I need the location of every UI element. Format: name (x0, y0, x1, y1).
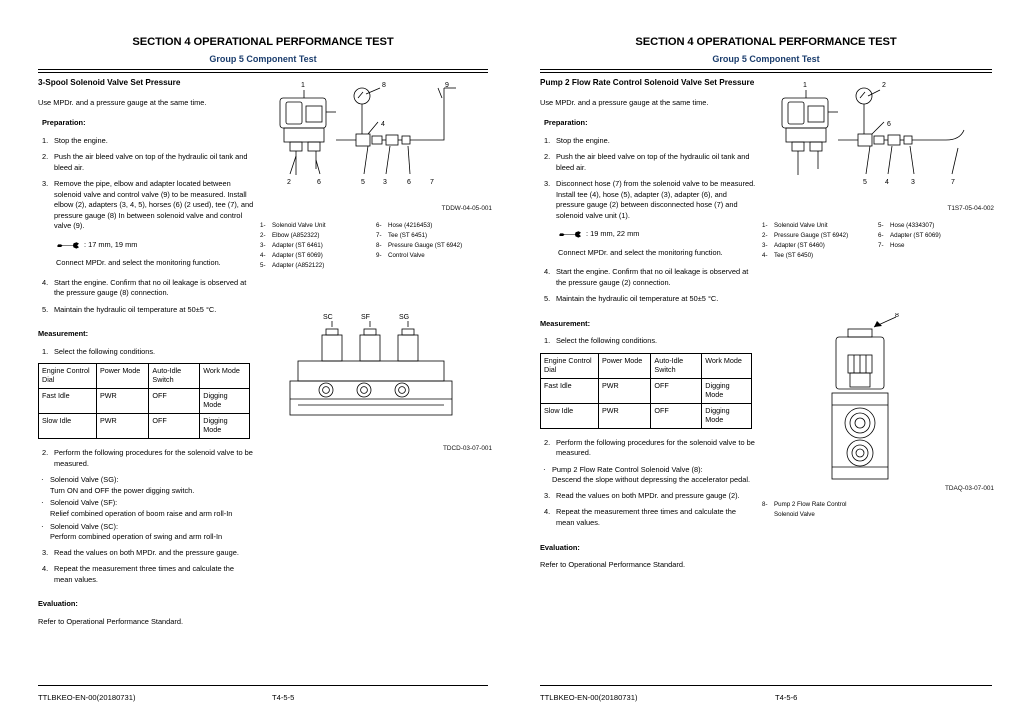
step-text: Select the following conditions. (54, 346, 156, 356)
legend-number: 9- (376, 251, 382, 259)
figure2-legend (762, 500, 994, 520)
bullet-title: Solenoid Valve (SG): (50, 475, 119, 485)
legend-number: 4- (260, 251, 266, 259)
bullet-title: Solenoid Valve (SF): (50, 498, 118, 508)
legend-item (260, 231, 376, 241)
column-header: Engine Control Dial (39, 364, 97, 389)
table-row (39, 389, 250, 414)
legend-text: Adapter (ST 6069) (890, 231, 941, 239)
callout-label: SF (361, 313, 370, 321)
tool-spec-line (56, 240, 254, 251)
callout-label: 4 (381, 121, 385, 128)
legend-number: 2- (260, 231, 266, 239)
legend-column-bottom (762, 500, 994, 520)
list-item (38, 522, 254, 543)
legend-text: Tee (ST 6451) (388, 231, 428, 239)
connect-line: Connect MPDr. and select the monitoring function. (56, 258, 221, 268)
page-footer-right (540, 685, 992, 702)
evaluation-text: Refer to Operational Performance Standard. (38, 616, 184, 626)
list-item (540, 491, 756, 502)
callout-label: 6 (317, 179, 321, 186)
bullet-text: Descend the slope without depressing the accelerator pedal. (552, 475, 751, 485)
step-number: 4. (42, 277, 49, 287)
list-item (38, 498, 254, 519)
column-header: Engine Control Dial (541, 353, 599, 378)
figure-column-left (260, 78, 492, 452)
legend-text: Elbow (A852322) (272, 231, 320, 239)
tool-spec-line (558, 229, 756, 240)
legend-text: Hose (4334307) (890, 222, 935, 229)
callout-label: 5 (863, 179, 867, 186)
pump2-solenoid-valve-diagram (762, 313, 994, 483)
intro-text: Use MPDr. and a pressure gauge at the same time. (540, 97, 709, 107)
table-cell: OFF (651, 403, 702, 428)
step-number: 3. (544, 179, 551, 189)
bullet-title: Solenoid Valve (SC): (50, 521, 119, 531)
legend-text: Hose (890, 241, 905, 249)
step-number: 1. (544, 336, 551, 346)
figure-3spool-valve (260, 313, 492, 452)
measurement-steps (38, 347, 254, 358)
header-subtitle: Group 5 Component Test (209, 54, 317, 64)
step-text: Disconnect hose (7) from the solenoid valve to be measured. Install tee (4), hose (5), adapter (3), adapter (6), and pressure gauge (2) between disconnected hose (7) and solenoid valve unit (1). (556, 179, 756, 220)
legend-item (762, 251, 878, 261)
list-item (38, 475, 254, 496)
table-cell: Digging Mode (200, 414, 250, 439)
measurement-steps (540, 336, 756, 347)
legend-item (376, 251, 492, 261)
header-rules (540, 69, 992, 73)
legend-text: Solenoid Valve Unit (272, 222, 326, 229)
list-item (540, 136, 756, 147)
text-column-right (540, 78, 756, 581)
table-cell: Fast Idle (541, 378, 599, 403)
bullet-icon: · (543, 464, 546, 474)
step-number: 1. (42, 346, 49, 356)
callout-label: 9 (445, 82, 449, 89)
list-item (38, 347, 254, 358)
table-cell: OFF (149, 414, 200, 439)
table-cell: PWR (598, 378, 650, 403)
header-subtitle: Group 5 Component Test (712, 54, 820, 64)
step-text: Perform the following procedures for the solenoid valve to be measured. (54, 448, 253, 468)
solenoid-bullet-list (38, 475, 254, 542)
list-item (540, 507, 756, 528)
table-cell: PWR (96, 389, 148, 414)
legend-number: 7- (376, 231, 382, 239)
preparation-steps (540, 136, 756, 222)
callout-label: 3 (911, 179, 915, 186)
list-item (38, 448, 254, 469)
conditions-table (540, 353, 752, 429)
legend-text: Tee (ST 6450) (774, 251, 814, 259)
legend-text: Control Valve (388, 251, 425, 259)
legend-item (878, 241, 994, 251)
step-text: Repeat the measurement three times and calculate the mean values. (556, 507, 736, 527)
step-number: 2. (42, 448, 49, 458)
figure-caption: TDDW-04-05-001 (441, 205, 492, 212)
legend-item (376, 221, 492, 231)
table-row (541, 403, 752, 428)
step-number: 1. (544, 135, 551, 145)
callout-label: 3 (383, 179, 387, 186)
legend-text: Pump 2 Flow Rate Control Solenoid Valve (774, 500, 847, 518)
figure-pump2-hookup (762, 78, 994, 212)
preparation-steps (38, 136, 254, 232)
table-cell: Digging Mode (702, 403, 752, 428)
footer-doc-code: TTLBKEO-EN-00(20180731) (38, 693, 136, 702)
list-item (38, 564, 254, 585)
legend-text: Pressure Gauge (ST 6942) (388, 241, 463, 249)
step-text: Perform the following procedures for the solenoid valve to be measured. (556, 437, 755, 458)
legend-number: 3- (762, 241, 768, 249)
section-title: Pump 2 Flow Rate Control Solenoid Valve Set Pressure (540, 78, 755, 87)
table-cell: Digging Mode (200, 389, 250, 414)
legend-text: Adapter (A852122) (272, 261, 325, 269)
step-text: Select the following conditions. (556, 336, 658, 346)
step-number: 3. (42, 179, 49, 189)
column-header: Auto-Idle Switch (149, 364, 200, 389)
step-number: 4. (544, 507, 551, 517)
legend-number: 8- (762, 500, 768, 508)
step-text: Push the air bleed valve on top of the hydraulic oil tank and bleed air. (556, 152, 750, 172)
legend-text: Adapter (ST 6460) (774, 241, 825, 249)
evaluation-label: Evaluation: (38, 599, 78, 609)
bullet-text: Relief combined operation of boom raise and arm roll-In (50, 509, 233, 518)
callout-label: 2 (882, 82, 886, 89)
footer-page-number: T4-5-5 (272, 693, 295, 702)
callout-label: 7 (951, 179, 955, 186)
list-item (540, 465, 756, 486)
header-title: SECTION 4 OPERATIONAL PERFORMANCE TEST (635, 36, 897, 48)
legend-item (878, 231, 994, 241)
bullet-icon: · (41, 521, 44, 531)
table-cell: OFF (651, 378, 702, 403)
step-text: Stop the engine. (54, 135, 108, 145)
legend-text: Adapter (ST 6461) (272, 241, 323, 249)
legend-column-right (878, 221, 994, 261)
callout-label: 5 (361, 179, 365, 186)
step-number: 1. (42, 135, 49, 145)
wrench-icon (558, 230, 582, 239)
legend-number: 2- (762, 231, 768, 239)
legend-item (762, 500, 994, 520)
bullet-title: Pump 2 Flow Rate Control Solenoid Valve (8): (552, 464, 703, 474)
column-header: Work Mode (702, 353, 752, 378)
table-cell: Slow Idle (541, 403, 599, 428)
legend-item (260, 221, 376, 231)
measurement-label: Measurement: (540, 318, 591, 328)
pump2-hookup-diagram (762, 78, 994, 203)
connect-line: Connect MPDr. and select the monitoring function. (558, 247, 723, 257)
table-cell: PWR (96, 414, 148, 439)
callout-label: 1 (301, 82, 305, 89)
step-number: 3. (42, 547, 49, 557)
measurement-steps-cont (540, 491, 756, 529)
tool-spec-text: : 19 mm, 22 mm (586, 229, 640, 239)
step-text: Push the air bleed valve on top of the hydraulic oil tank and bleed air. (54, 152, 248, 172)
legend-item (376, 231, 492, 241)
section-title: 3-Spool Solenoid Valve Set Pressure (38, 78, 181, 87)
intro-text: Use MPDr. and a pressure gauge at the same time. (38, 97, 207, 107)
page-header-right (540, 36, 992, 73)
step-number: 4. (544, 267, 551, 277)
callout-label: 4 (885, 179, 889, 186)
step-text: Maintain the hydraulic oil temperature at 50±5 °C. (54, 304, 217, 314)
legend-item (376, 241, 492, 251)
step-number: 2. (544, 437, 551, 447)
bullet-icon: · (41, 498, 44, 508)
legend-text: Solenoid Valve Unit (774, 222, 828, 229)
step-text: Start the engine. Confirm that no oil leakage is observed at the pressure gauge (2) connection. (556, 267, 749, 287)
callout-label: 1 (803, 82, 807, 89)
legend-item (260, 261, 376, 271)
legend-number: 6- (376, 222, 382, 229)
bullet-icon: · (41, 475, 44, 485)
legend-number: 5- (878, 222, 884, 229)
table-cell: Digging Mode (702, 378, 752, 403)
step-number: 3. (544, 490, 551, 500)
list-item (540, 438, 756, 459)
bullet-text: Perform combined operation of swing and arm roll-In (50, 532, 223, 542)
header-title: SECTION 4 OPERATIONAL PERFORMANCE TEST (132, 36, 394, 48)
wrench-icon (56, 241, 80, 250)
solenoid-bullet-list (540, 465, 756, 486)
legend-column-left (260, 221, 376, 271)
callout-label: 2 (287, 179, 291, 186)
figure1-legend (762, 221, 994, 261)
legend-number: 8- (376, 241, 382, 249)
figure-column-right (762, 78, 994, 520)
measurement-step-2 (540, 438, 756, 459)
text-column-left (38, 78, 254, 637)
footer-doc-code: TTLBKEO-EN-00(20180731) (540, 693, 638, 702)
table-header-row (39, 364, 250, 389)
page-right (510, 0, 1020, 724)
table-row (541, 378, 752, 403)
three-spool-valve-diagram (260, 313, 492, 443)
list-item (38, 548, 254, 559)
list-item (38, 305, 254, 316)
legend-item (762, 231, 878, 241)
figure-caption: TDCD-03-07-001 (442, 444, 492, 452)
figure-hydraulic-hookup (260, 78, 492, 212)
list-item (38, 136, 254, 147)
step-text: Start the engine. Confirm that no oil leakage is observed at the pressure gauge (8) connection. (54, 277, 247, 298)
legend-text: Pressure Gauge (ST 6942) (774, 231, 849, 239)
preparation-steps-cont (38, 278, 254, 316)
hydraulic-hookup-diagram (260, 78, 492, 203)
header-rules (38, 69, 488, 73)
conditions-table (38, 363, 250, 439)
page-footer-left (38, 685, 488, 702)
legend-number: 6- (878, 231, 884, 239)
table-cell: OFF (149, 389, 200, 414)
page-left (0, 0, 510, 724)
list-item (540, 336, 756, 347)
table-cell: Fast Idle (39, 389, 97, 414)
legend-text: Hose (4216453) (388, 222, 433, 229)
step-text: Stop the engine. (556, 135, 610, 145)
legend-number: 5- (260, 261, 266, 269)
legend-number: 4- (762, 251, 768, 259)
step-text: Repeat the measurement three times and calculate the mean values. (54, 564, 234, 584)
list-item (540, 152, 756, 173)
step-number: 4. (42, 564, 49, 574)
measurement-step-2 (38, 448, 254, 469)
legend-number: 7- (878, 241, 884, 249)
figure-pump2-solenoid-valve (762, 313, 994, 492)
step-text: Maintain the hydraulic oil temperature at 50±5 °C. (556, 294, 719, 304)
callout-label: SC (323, 313, 333, 321)
table-cell: Slow Idle (39, 414, 97, 439)
legend-item (762, 221, 878, 231)
table-header-row (541, 353, 752, 378)
measurement-label: Measurement: (38, 329, 89, 339)
legend-number: 1- (762, 222, 768, 229)
list-item (38, 152, 254, 173)
measurement-steps-cont (38, 548, 254, 586)
step-number: 5. (42, 304, 49, 314)
step-number: 2. (42, 152, 49, 162)
callout-label: 8 (895, 312, 899, 319)
legend-number: 1- (260, 222, 266, 229)
legend-item (260, 241, 376, 251)
preparation-label: Preparation: (42, 118, 86, 128)
callout-label: 6 (407, 179, 411, 186)
list-item (540, 267, 756, 288)
list-item (38, 179, 254, 232)
page-header-left (38, 36, 488, 73)
list-item (38, 278, 254, 299)
bullet-text: Turn ON and OFF the power digging switch. (50, 485, 195, 495)
legend-text: Adapter (ST 6069) (272, 251, 323, 259)
list-item (540, 294, 756, 305)
evaluation-label: Evaluation: (540, 542, 580, 552)
figure-caption: TDAQ-03-07-001 (944, 484, 994, 492)
step-text: Read the values on both MPDr. and the pressure gauge. (54, 547, 239, 557)
table-cell: PWR (598, 403, 650, 428)
step-text: Remove the pipe, elbow and adapter located between solenoid valve and control valve (9) to be measured. Install elbow (2), adapters (3, 4, 5), horses (6) (2 used), tee (7), and pressure gauge (8) In between solenoid valve and control valve (9). (54, 179, 254, 231)
figure1-legend (260, 221, 492, 271)
evaluation-text: Refer to Operational Performance Standard. (540, 560, 686, 570)
list-item (540, 179, 756, 221)
callout-label: 6 (887, 121, 891, 128)
legend-column-left (762, 221, 878, 261)
callout-label: 8 (382, 82, 386, 89)
step-text: Read the values on both MPDr. and pressure gauge (2). (556, 490, 740, 500)
legend-column-right (376, 221, 492, 271)
column-header: Power Mode (598, 353, 650, 378)
preparation-label: Preparation: (544, 118, 588, 128)
legend-number: 3- (260, 241, 266, 249)
footer-page-number: T4-5-6 (775, 693, 798, 702)
column-header: Auto-Idle Switch (651, 353, 702, 378)
tool-spec-text: : 17 mm, 19 mm (84, 239, 138, 249)
column-header: Work Mode (200, 364, 250, 389)
preparation-steps-cont (540, 267, 756, 305)
column-header: Power Mode (96, 364, 148, 389)
legend-item (762, 241, 878, 251)
step-number: 2. (544, 152, 551, 162)
legend-item (878, 221, 994, 231)
table-row (39, 414, 250, 439)
legend-item (260, 251, 376, 261)
callout-label: 7 (430, 179, 434, 186)
figure-caption: T1S7-05-04-002 (947, 205, 994, 212)
step-number: 5. (544, 294, 551, 304)
callout-label: SG (399, 313, 410, 321)
